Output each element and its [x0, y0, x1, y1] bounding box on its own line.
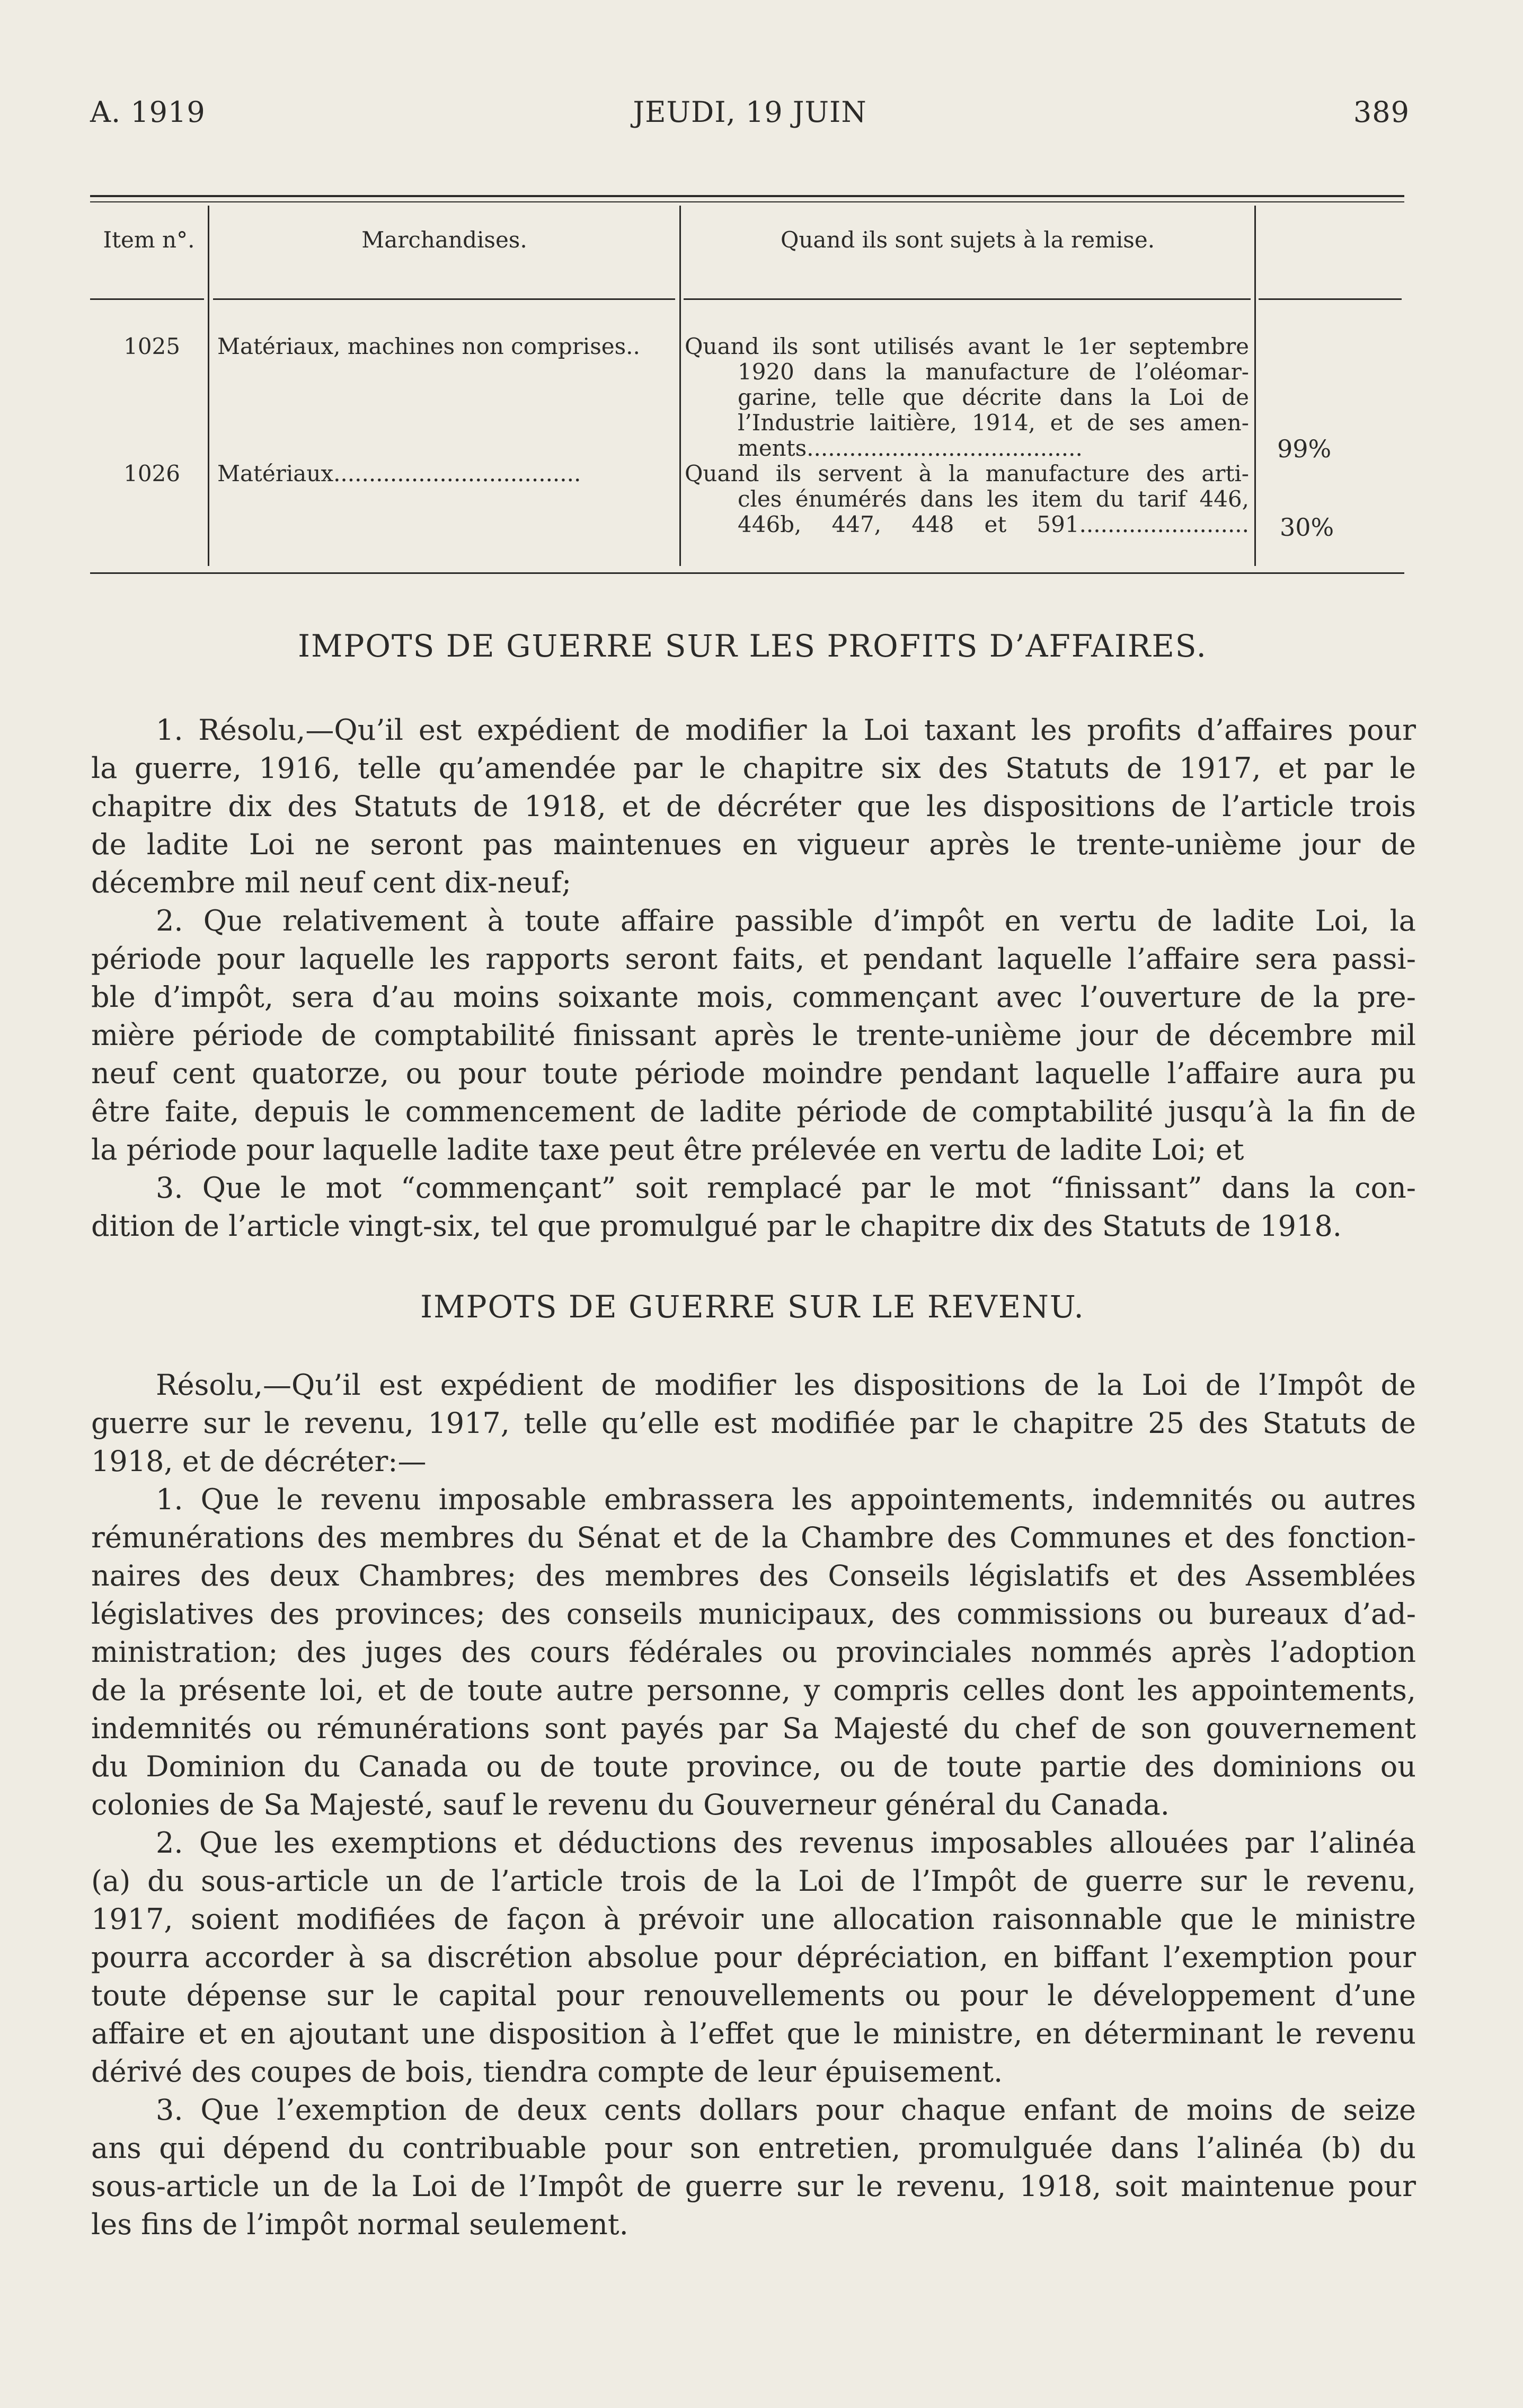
item-number: 1026 [123, 461, 180, 486]
text-line: les fins de l’impôt normal seulement. [91, 2208, 628, 2241]
text-line: colonies de Sa Majesté, sauf le revenu du Gouverneur général du Canada. [91, 1788, 1170, 1821]
header-date: JEUDI, 19 JUIN [633, 95, 867, 129]
text-line: dition de l’article vingt-six, tel que promulgué par le chapitre dix des Statuts de 1918. [91, 1209, 1342, 1243]
text-line: législatives des provinces; des conseils municipaux, des commissions ou bureaux d’ad- [91, 1597, 1416, 1631]
text-line: la guerre, 1916, telle qu’amendée par le chapitre six des Statuts de 1917, et par le [91, 751, 1416, 785]
goods-description: Matériaux................................... [217, 461, 581, 486]
header-separator [1259, 298, 1402, 300]
paragraph [91, 2091, 1416, 2244]
text-line: indemnités ou rémunérations sont payés par Sa Majesté du chef de son gouvernement [91, 1712, 1416, 1745]
text-line: 2. Que les exemptions et déductions des revenus imposables allouées par l’alinéa [156, 1826, 1416, 1860]
text-line: 1918, et de décréter:— [91, 1445, 427, 1478]
text-line: chapitre dix des Statuts de 1918, et de décréter que les dispositions de l’article trois [91, 790, 1416, 823]
text-line: de ladite Loi ne seront pas maintenues en vigueur après le trente-unième jour de [91, 828, 1416, 861]
text-line: 2. Que relativement à toute affaire passible d’impôt en vertu de ladite Loi, la [156, 904, 1416, 937]
text-line: naires des deux Chambres; des membres des Conseils législatifs et des Assemblées [91, 1559, 1416, 1592]
paragraph [91, 1824, 1416, 2091]
item-number: 1025 [123, 333, 180, 359]
text-line: affaire et en ajoutant une disposition à l’effet que le ministre, en déterminant le revenu [91, 2017, 1416, 2050]
header-separator [684, 298, 1251, 300]
table-top-rule-thin [90, 201, 1404, 202]
text-line: toute dépense sur le capital pour renouvellements ou pour le développement d’une [91, 1979, 1416, 2012]
paragraph [91, 1366, 1416, 1481]
text-line: être faite, depuis le commencement de ladite période de comptabilité jusqu’à la fin de [91, 1095, 1416, 1128]
remission-condition [685, 334, 1249, 461]
column-header-when: Quand ils sont sujets à la remise. [780, 227, 1155, 253]
condition-line: 1920 dans la manufacture de l’oléomar- [738, 359, 1249, 385]
text-line: neuf cent quatorze, ou pour toute période moindre pendant laquelle l’affaire aura pu [91, 1057, 1416, 1090]
header-separator [90, 298, 204, 300]
text-line: ministration; des juges des cours fédérales ou provinciales nommés après l’adoption [91, 1635, 1416, 1669]
column-header-goods: Marchandises. [361, 227, 527, 253]
text-line: rémunérations des membres du Sénat et de la Chambre des Communes et des fonction- [91, 1521, 1416, 1554]
text-line: ble d’impôt, sera d’au moins soixante mois, commençant avec l’ouverture de la pre- [91, 980, 1416, 1014]
text-line: guerre sur le revenu, 1917, telle qu’elle est modifiée par le chapitre 25 des Statuts de [91, 1406, 1416, 1440]
section-body-income [91, 1366, 1416, 2244]
condition-line: 446b, 447, 448 et 591........................ [738, 512, 1249, 537]
text-line: (a) du sous-article un de l’article trois de la Loi de l’Impôt de guerre sur le revenu, [91, 1864, 1416, 1898]
goods-description: Matériaux, machines non comprises.. [217, 334, 640, 359]
condition-line: cles énumérés dans les item du tarif 446, [738, 486, 1249, 512]
text-line: du Dominion du Canada ou de toute province, ou de toute partie des dominions ou [91, 1750, 1416, 1783]
text-line: 1917, soient modifiées de façon à prévoir une allocation raisonnable que le ministre [91, 1902, 1416, 1936]
text-line: Résolu,—Qu’il est expédient de modifier les dispositions de la Loi de l’Impôt de [156, 1368, 1416, 1402]
remission-rate: 30% [1280, 513, 1334, 542]
paragraph [91, 1169, 1416, 1245]
paragraph [91, 711, 1416, 902]
condition-line: Quand ils sont utilisés avant le 1er septembre [685, 334, 1249, 359]
text-line: 3. Que l’exemption de deux cents dollars pour chaque enfant de moins de seize [156, 2093, 1416, 2127]
condition-line: garine, telle que décrite dans la Loi de [738, 385, 1249, 410]
text-line: ans qui dépend du contribuable pour son entretien, promulguée dans l’alinéa (b) du [91, 2131, 1416, 2165]
condition-line: l’Industrie laitière, 1914, et de ses amen- [738, 410, 1249, 436]
text-line: 1. Que le revenu imposable embrassera les appointements, indemnités ou autres [156, 1483, 1416, 1516]
text-line: période pour laquelle les rapports seront faits, et pendant laquelle l’affaire sera passi- [91, 942, 1416, 976]
section-body-profits [91, 711, 1416, 1245]
section-title: IMPOTS DE GUERRE SUR LE REVENU. [420, 1289, 1085, 1325]
header-separator [213, 298, 675, 300]
section-title: IMPOTS DE GUERRE SUR LES PROFITS D’AFFAIRES. [298, 628, 1207, 664]
table-bottom-rule [90, 572, 1404, 574]
table-top-rule [90, 195, 1404, 197]
page-number: 389 [1353, 95, 1410, 129]
text-line: la période pour laquelle ladite taxe peut être prélevée en vertu de ladite Loi; et [91, 1133, 1244, 1166]
paragraph [91, 1481, 1416, 1824]
column-divider [679, 206, 681, 566]
text-line: 3. Que le mot “commençant” soit remplacé par le mot “finissant” dans la con- [156, 1171, 1416, 1205]
column-divider [1254, 206, 1256, 566]
header-year: A. 1919 [90, 95, 206, 129]
text-line: décembre mil neuf cent dix-neuf; [91, 866, 572, 899]
text-line: dérivé des coupes de bois, tiendra compte de leur épuisement. [91, 2055, 1003, 2088]
column-header-item: Item n°. [103, 227, 195, 253]
remission-condition [685, 461, 1249, 537]
text-line: 1. Résolu,—Qu’il est expédient de modifier la Loi taxant les profits d’affaires pour [156, 713, 1416, 747]
condition-line: ments....................................... [738, 436, 1083, 461]
column-divider [208, 206, 209, 566]
condition-line: Quand ils servent à la manufacture des arti- [685, 461, 1249, 486]
remission-rate: 99% [1277, 435, 1332, 463]
text-line: sous-article un de la Loi de l’Impôt de guerre sur le revenu, 1918, soit maintenue pour [91, 2170, 1416, 2203]
text-line: mière période de comptabilité finissant après le trente-unième jour de décembre mil [91, 1019, 1416, 1052]
running-header [90, 95, 1410, 132]
text-line: de la présente loi, et de toute autre personne, y compris celles dont les appointements, [91, 1674, 1416, 1707]
text-line: pourra accorder à sa discrétion absolue pour dépréciation, en biffant l’exemption pour [91, 1941, 1416, 1974]
tariff-table [90, 195, 1415, 577]
paragraph [91, 902, 1416, 1169]
